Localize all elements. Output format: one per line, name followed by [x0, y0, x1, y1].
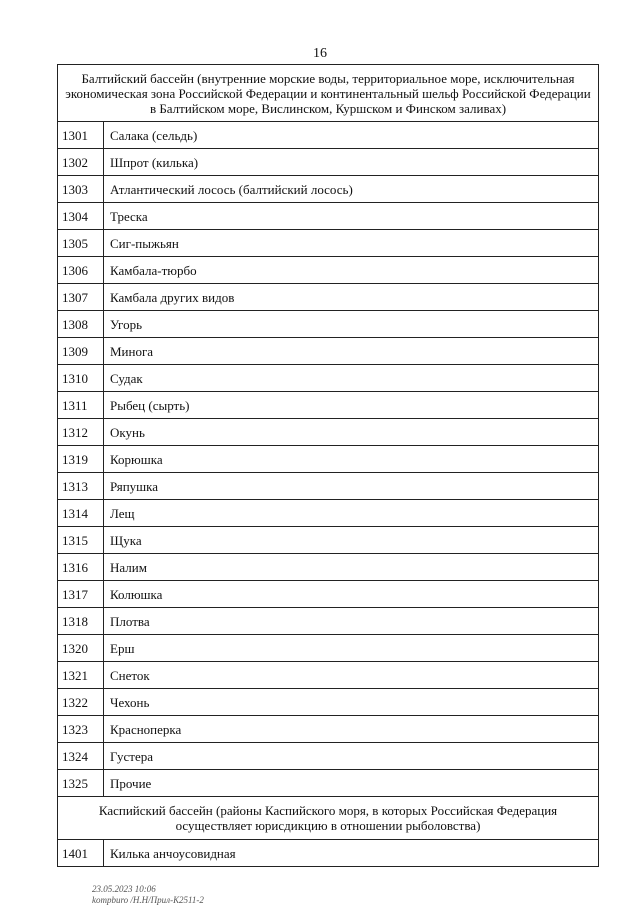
species-name: Салака (сельдь)	[104, 122, 599, 149]
species-name: Снеток	[104, 662, 599, 689]
species-code: 1315	[58, 527, 104, 554]
table-row	[58, 203, 599, 230]
species-code: 1302	[58, 149, 104, 176]
table-row	[58, 743, 599, 770]
species-code: 1318	[58, 608, 104, 635]
species-code: 1316	[58, 554, 104, 581]
species-name: Лещ	[104, 500, 599, 527]
species-name: Прочие	[104, 770, 599, 797]
species-code: 1313	[58, 473, 104, 500]
species-code: 1325	[58, 770, 104, 797]
species-code: 1304	[58, 203, 104, 230]
species-name: Налим	[104, 554, 599, 581]
species-code-table	[57, 64, 599, 867]
species-name: Угорь	[104, 311, 599, 338]
table-row	[58, 419, 599, 446]
table-row	[58, 500, 599, 527]
section-header-baltic	[58, 65, 599, 122]
table-row	[58, 392, 599, 419]
species-code: 1312	[58, 419, 104, 446]
species-name: Шпрот (килька)	[104, 149, 599, 176]
table-row	[58, 770, 599, 797]
table-row	[58, 473, 599, 500]
species-name: Атлантический лосось (балтийский лосось)	[104, 176, 599, 203]
table-row	[58, 840, 599, 867]
table-row	[58, 284, 599, 311]
species-code: 1317	[58, 581, 104, 608]
table-row	[58, 365, 599, 392]
table-row	[58, 230, 599, 257]
table-row	[58, 257, 599, 284]
species-code: 1324	[58, 743, 104, 770]
species-code: 1314	[58, 500, 104, 527]
document-footer-stamp	[92, 884, 204, 906]
species-code: 1303	[58, 176, 104, 203]
table-row	[58, 635, 599, 662]
species-name: Судак	[104, 365, 599, 392]
footer-reference: kompburo /Н.Н/Прил-К2511-2	[92, 895, 204, 905]
species-code: 1401	[58, 840, 104, 867]
table-row	[58, 689, 599, 716]
table-body	[58, 65, 599, 867]
species-code: 1307	[58, 284, 104, 311]
table-row	[58, 149, 599, 176]
table-row	[58, 554, 599, 581]
species-name: Корюшка	[104, 446, 599, 473]
section-header-caspian	[58, 797, 599, 840]
species-code: 1310	[58, 365, 104, 392]
species-code: 1306	[58, 257, 104, 284]
species-name: Ерш	[104, 635, 599, 662]
species-name: Плотва	[104, 608, 599, 635]
species-code: 1311	[58, 392, 104, 419]
table-row	[58, 527, 599, 554]
species-name: Чехонь	[104, 689, 599, 716]
table-row	[58, 446, 599, 473]
species-name: Рыбец (сырть)	[104, 392, 599, 419]
species-code: 1319	[58, 446, 104, 473]
species-name: Колюшка	[104, 581, 599, 608]
species-code: 1305	[58, 230, 104, 257]
table-row	[58, 176, 599, 203]
species-name: Красноперка	[104, 716, 599, 743]
footer-timestamp: 23.05.2023 10:06	[92, 884, 156, 894]
species-code: 1321	[58, 662, 104, 689]
table-row	[58, 662, 599, 689]
table-row	[58, 581, 599, 608]
page-number: 16	[313, 46, 327, 61]
species-code: 1309	[58, 338, 104, 365]
species-code: 1320	[58, 635, 104, 662]
table-row	[58, 608, 599, 635]
section-title: Каспийский бассейн (районы Каспийского моря, в которых Российская Федерация осуществляет юрисдикцию в отношении рыболовства)	[58, 797, 599, 840]
species-name: Сиг-пыжьян	[104, 230, 599, 257]
species-code: 1308	[58, 311, 104, 338]
section-title: Балтийский бассейн (внутренние морские воды, территориальное море, исключительная экономическая зона Российской Федерации и континентальный шельф Российской Федерации в Балтийском море, Вислинском, Куршском и Финском заливах)	[58, 65, 599, 122]
table-row	[58, 716, 599, 743]
species-name: Камбала-тюрбо	[104, 257, 599, 284]
species-code: 1322	[58, 689, 104, 716]
species-code: 1323	[58, 716, 104, 743]
table-row	[58, 122, 599, 149]
species-name: Щука	[104, 527, 599, 554]
species-name: Треска	[104, 203, 599, 230]
species-name: Густера	[104, 743, 599, 770]
species-name: Камбала других видов	[104, 284, 599, 311]
species-code: 1301	[58, 122, 104, 149]
table-row	[58, 338, 599, 365]
species-name: Минога	[104, 338, 599, 365]
species-name: Ряпушка	[104, 473, 599, 500]
species-name: Килька анчоусовидная	[104, 840, 599, 867]
table-row	[58, 311, 599, 338]
species-name: Окунь	[104, 419, 599, 446]
